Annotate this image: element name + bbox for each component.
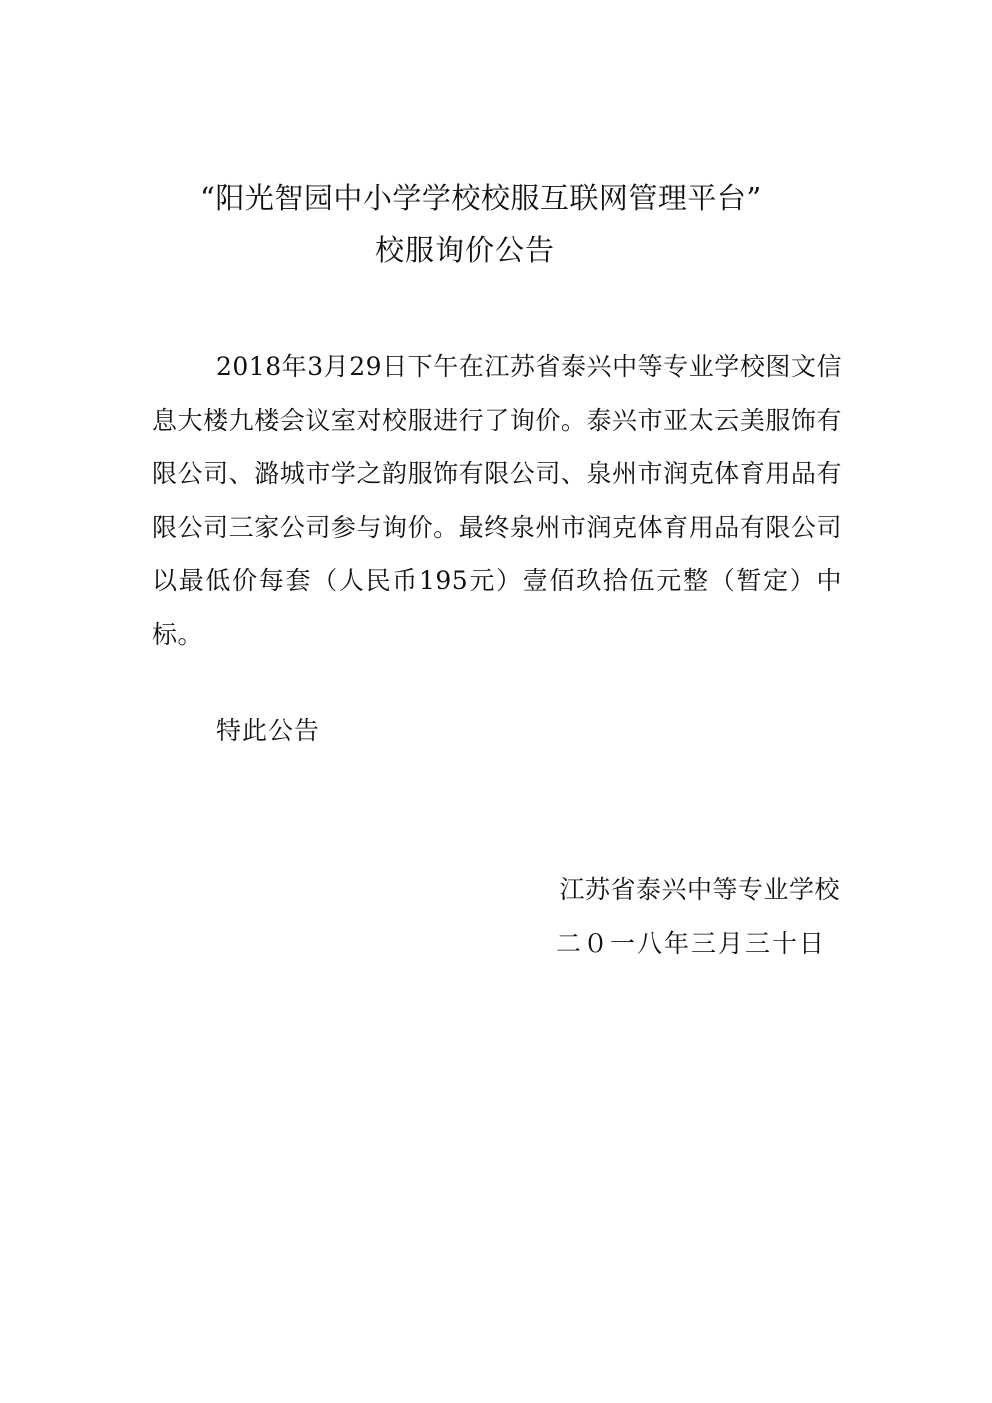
document-title-line2: 校服询价公告 (375, 233, 556, 267)
signature-organization: 江苏省泰兴中等专业学校 (559, 875, 840, 904)
document-body-paragraph: 2018年3月29日下午在江苏省泰兴中等专业学校图文信息大楼九楼会议室对校服进行了询价。泰兴市亚太云美服饰有限公司、潞城市学之韵服饰有限公司、泉州市润克体育用品有限公司三家公司参与询价。最终泉州市润克体育用品有限公司以最低价每套（人民币195元）壹佰玖拾伍元整（暂定）中标。 (152, 352, 842, 649)
document-closing: 特此公告 (216, 716, 321, 745)
signature-date: 二０一八年三月三十日 (555, 929, 826, 958)
document-title-line1: “阳光智园中小学学校校服互联网管理平台” (200, 181, 762, 215)
